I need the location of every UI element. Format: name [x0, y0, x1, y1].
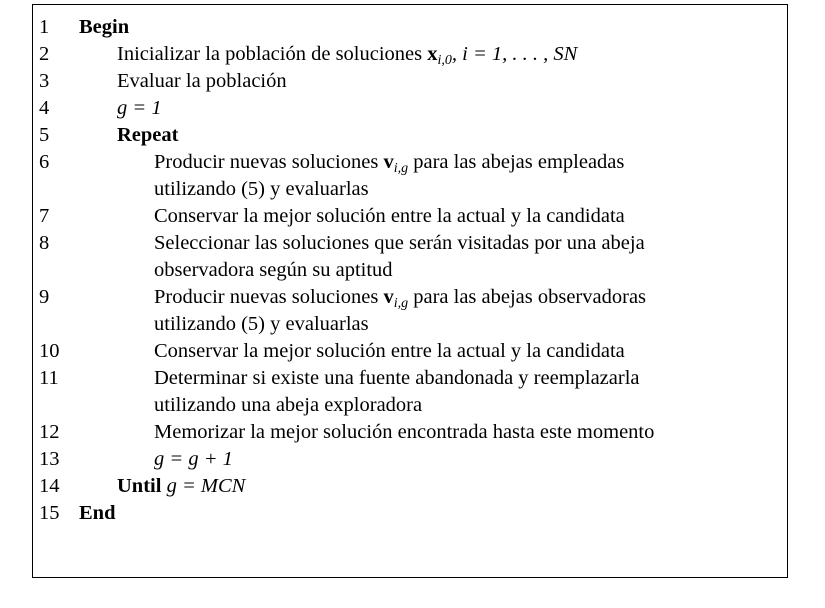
- line-number: 2: [39, 43, 50, 65]
- line-number: 6: [39, 151, 50, 173]
- math-subscript: i,0: [437, 53, 452, 68]
- line-text-part: para las abejas empleadas: [408, 151, 625, 173]
- line-text-part: Inicializar la población de soluciones: [117, 43, 428, 65]
- keyword-until: Until: [117, 475, 162, 497]
- line-text: [154, 150, 624, 174]
- line-number: 5: [39, 124, 50, 146]
- line-text: Conservar la mejor solución entre la actual y la candidata: [154, 205, 625, 227]
- line-text-part: Producir nuevas soluciones: [154, 286, 384, 308]
- line-text-part: , i = 1, . . . , SN: [451, 43, 578, 65]
- line-number: 8: [39, 232, 50, 254]
- math-subscript: i,g: [393, 296, 409, 311]
- line-text-part: g = MCN: [161, 475, 246, 497]
- line-text: Memorizar la mejor solución encontrada hasta este momento: [154, 421, 655, 443]
- line-text: observadora según su aptitud: [154, 259, 393, 281]
- line-text: utilizando una abeja exploradora: [154, 394, 423, 416]
- line-text-part: Producir nuevas soluciones: [154, 151, 384, 173]
- line-number: 11: [39, 367, 59, 389]
- math-subscript: i,g: [393, 161, 409, 176]
- line-number: 10: [39, 340, 60, 362]
- line-number: 15: [39, 502, 60, 524]
- line-text: g = 1: [117, 97, 162, 119]
- keyword-repeat: Repeat: [117, 124, 179, 146]
- line-text: Evaluar la población: [117, 70, 287, 92]
- line-number: 14: [39, 475, 60, 497]
- line-number: 12: [39, 421, 60, 443]
- line-text: g = g + 1: [154, 448, 233, 470]
- line-number: 1: [39, 16, 50, 38]
- algorithm-box: [32, 4, 788, 578]
- line-text: [117, 474, 245, 498]
- math-variable: v: [383, 286, 394, 308]
- line-number: 4: [39, 97, 50, 119]
- line-text-part: para las abejas observadoras: [408, 286, 647, 308]
- math-variable: x: [427, 43, 438, 65]
- line-text: utilizando (5) y evaluarlas: [154, 313, 369, 335]
- line-text: Seleccionar las soluciones que serán visitadas por una abeja: [154, 232, 645, 254]
- line-number: 3: [39, 70, 50, 92]
- keyword-begin: Begin: [79, 16, 130, 38]
- line-number: 9: [39, 286, 50, 308]
- keyword-end: End: [79, 502, 116, 524]
- line-text: Conservar la mejor solución entre la actual y la candidata: [154, 340, 625, 362]
- line-text: utilizando (5) y evaluarlas: [154, 178, 369, 200]
- math-variable: v: [383, 151, 394, 173]
- line-text: [117, 42, 577, 66]
- line-text: Determinar si existe una fuente abandonada y reemplazarla: [154, 367, 640, 389]
- line-number: 7: [39, 205, 50, 227]
- line-number: 13: [39, 448, 60, 470]
- line-text: [154, 285, 646, 309]
